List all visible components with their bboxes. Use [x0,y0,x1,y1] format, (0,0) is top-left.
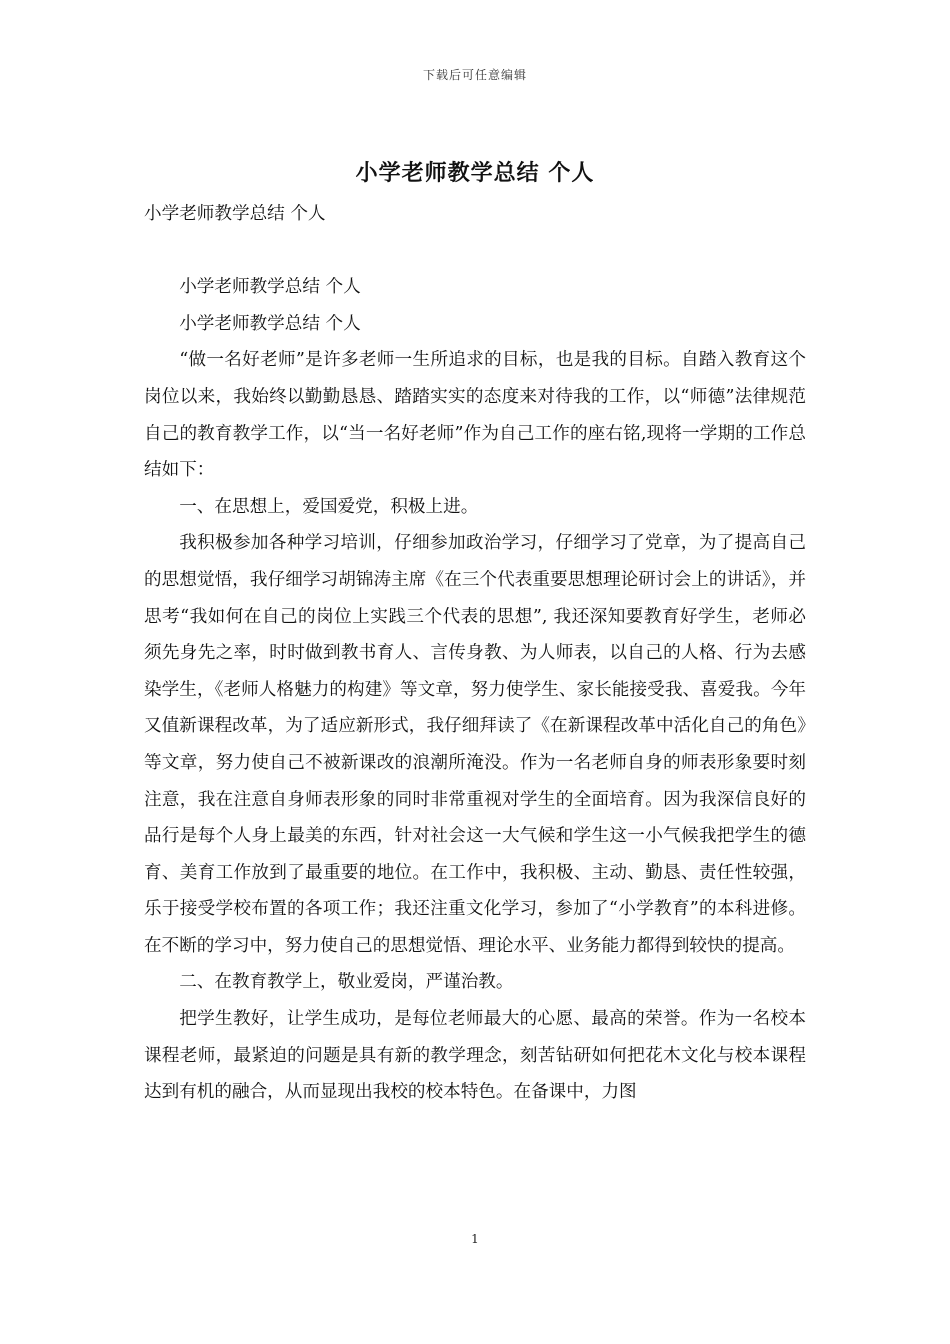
document-subtitle: 小学老师教学总结 个人 [144,204,326,224]
blank-line [144,233,806,270]
page-number: 1 [471,1232,479,1246]
body-line: 小学老师教学总结 个人 [179,277,361,298]
document-title: 小学老师教学总结 个人 [355,160,595,186]
body-paragraph: “做一名好老师”是许多老师一生所追求的目标，也是我的目标。自踏入教育这个岗位以来，我始终以勤勤恳恳、踏踏实实的态度来对待我的工作，以“师德”法律规范自己的教育教学工作，以“当一名好老师”作为自己工作的座右铭,现将一学期的工作总结如下： [144,350,806,481]
body-paragraph: 把学生教好，让学生成功，是每位老师最大的心愿、最高的荣誉。作为一名校本课程老师，最紧迫的问题是具有新的教学理念，刻苦钻研如何把花木文化与校本课程达到有机的融合，从而显现出我校的校本特色。在备课中，力图 [144,1009,806,1103]
header-note: 下载后可任意编辑 [422,68,527,82]
body-line: 小学老师教学总结 个人 [179,313,361,334]
section-heading: 二、在教育教学上，敬业爱岗，严谨治教。 [179,972,514,993]
section-heading: 一、在思想上，爱国爱党，积极上进。 [179,496,479,517]
document-body [144,196,806,1111]
body-paragraph: 我积极参加各种学习培训，仔细参加政治学习，仔细学习了党章，为了提高自己的思想觉悟，我仔细学习胡锦涛主席《在三个代表重要思想理论研讨会上的讲话》，并思考“我如何在自己的岗位上实践三个代表的思想”, 我还深知要教育好学生，老师必须先身先之率，时时做到教书育人、言传身教、为人师表，以自己的人格、行为去感染学生，《老师人格魅力的构建》等文章，努力使学生、家长能接受我、喜爱我。今年又值新课程改革，为了适应新形式，我仔细拜读了《在新课程改革中活化自己的角色》等文章，努力使自己不被新课改的浪潮所淹没。作为一名老师自身的师表形象要时刻注意，我在注意自身师表形象的同时非常重视对学生的全面培育。因为我深信良好的品行是每个人身上最美的东西，针对社会这一大气候和学生这一小气候我把学生的德育、美育工作放到了最重要的地位。在工作中，我积极、主动、勤恳、责任性较强，乐于接受学校布置的各项工作；我还注重文化学习，参加了“小学教育”的本科进修。在不断的学习中，努力使自己的思想觉悟、理论水平、业务能力都得到较快的提高。 [144,533,806,956]
